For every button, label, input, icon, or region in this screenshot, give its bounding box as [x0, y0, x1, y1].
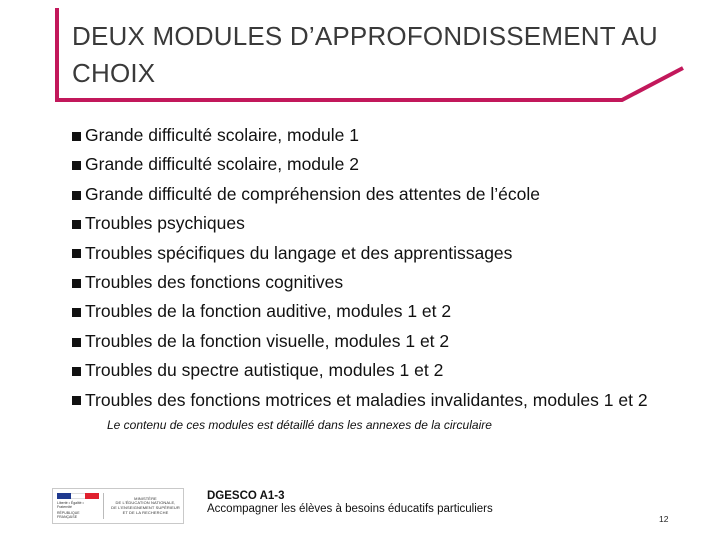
- square-bullet-icon: [72, 132, 81, 141]
- square-bullet-icon: [72, 367, 81, 376]
- list-item: Troubles spécifiques du langage et des apprentissages: [72, 239, 648, 268]
- list-item: Grande difficulté scolaire, module 2: [72, 150, 648, 179]
- square-bullet-icon: [72, 161, 81, 170]
- slide-title: DEUX MODULES D’APPROFONDISSEMENT AU CHOIX: [72, 21, 658, 88]
- list-item: Troubles des fonctions motrices et maladies invalidantes, modules 1 et 2: [72, 386, 648, 415]
- module-list: [72, 121, 648, 415]
- list-item: Grande difficulté de compréhension des attentes de l’école: [72, 180, 648, 209]
- square-bullet-icon: [72, 220, 81, 229]
- list-item: Grande difficulté scolaire, module 1: [72, 121, 648, 150]
- logo-motto: Liberté • Égalité • Fraternité: [57, 501, 84, 509]
- square-bullet-icon: [72, 249, 81, 258]
- footnote: Le contenu de ces modules est détaillé dans les annexes de la circulaire: [107, 418, 492, 432]
- list-item: Troubles de la fonction visuelle, modules 1 et 2: [72, 327, 648, 356]
- org-subtitle: Accompagner les élèves à besoins éducatifs particuliers: [207, 502, 493, 515]
- square-bullet-icon: [72, 191, 81, 200]
- footer-org-info: [207, 490, 493, 515]
- square-bullet-icon: [72, 308, 81, 317]
- list-item: Troubles du spectre autistique, modules 1 et 2: [72, 356, 648, 385]
- list-item: Troubles des fonctions cognitives: [72, 268, 648, 297]
- logo-divider: [103, 493, 104, 519]
- square-bullet-icon: [72, 279, 81, 288]
- square-bullet-icon: [72, 338, 81, 347]
- logo-country: RÉPUBLIQUE FRANÇAISE: [57, 511, 80, 519]
- page-number: 12: [659, 514, 669, 524]
- square-bullet-icon: [72, 396, 81, 405]
- marianne-flag-icon: [57, 493, 99, 519]
- org-code: DGESCO A1-3: [207, 490, 285, 502]
- logo-ministry-name: MINISTÈRE DE L'ÉDUCATION NATIONALE, DE L'ENSEIGNEMENT SUPÉRIEUR ET DE LA RECHERCHE: [111, 495, 180, 515]
- list-item: Troubles de la fonction auditive, modules 1 et 2: [72, 297, 648, 326]
- ministry-logo: [52, 488, 184, 524]
- list-item: Troubles psychiques: [72, 209, 648, 238]
